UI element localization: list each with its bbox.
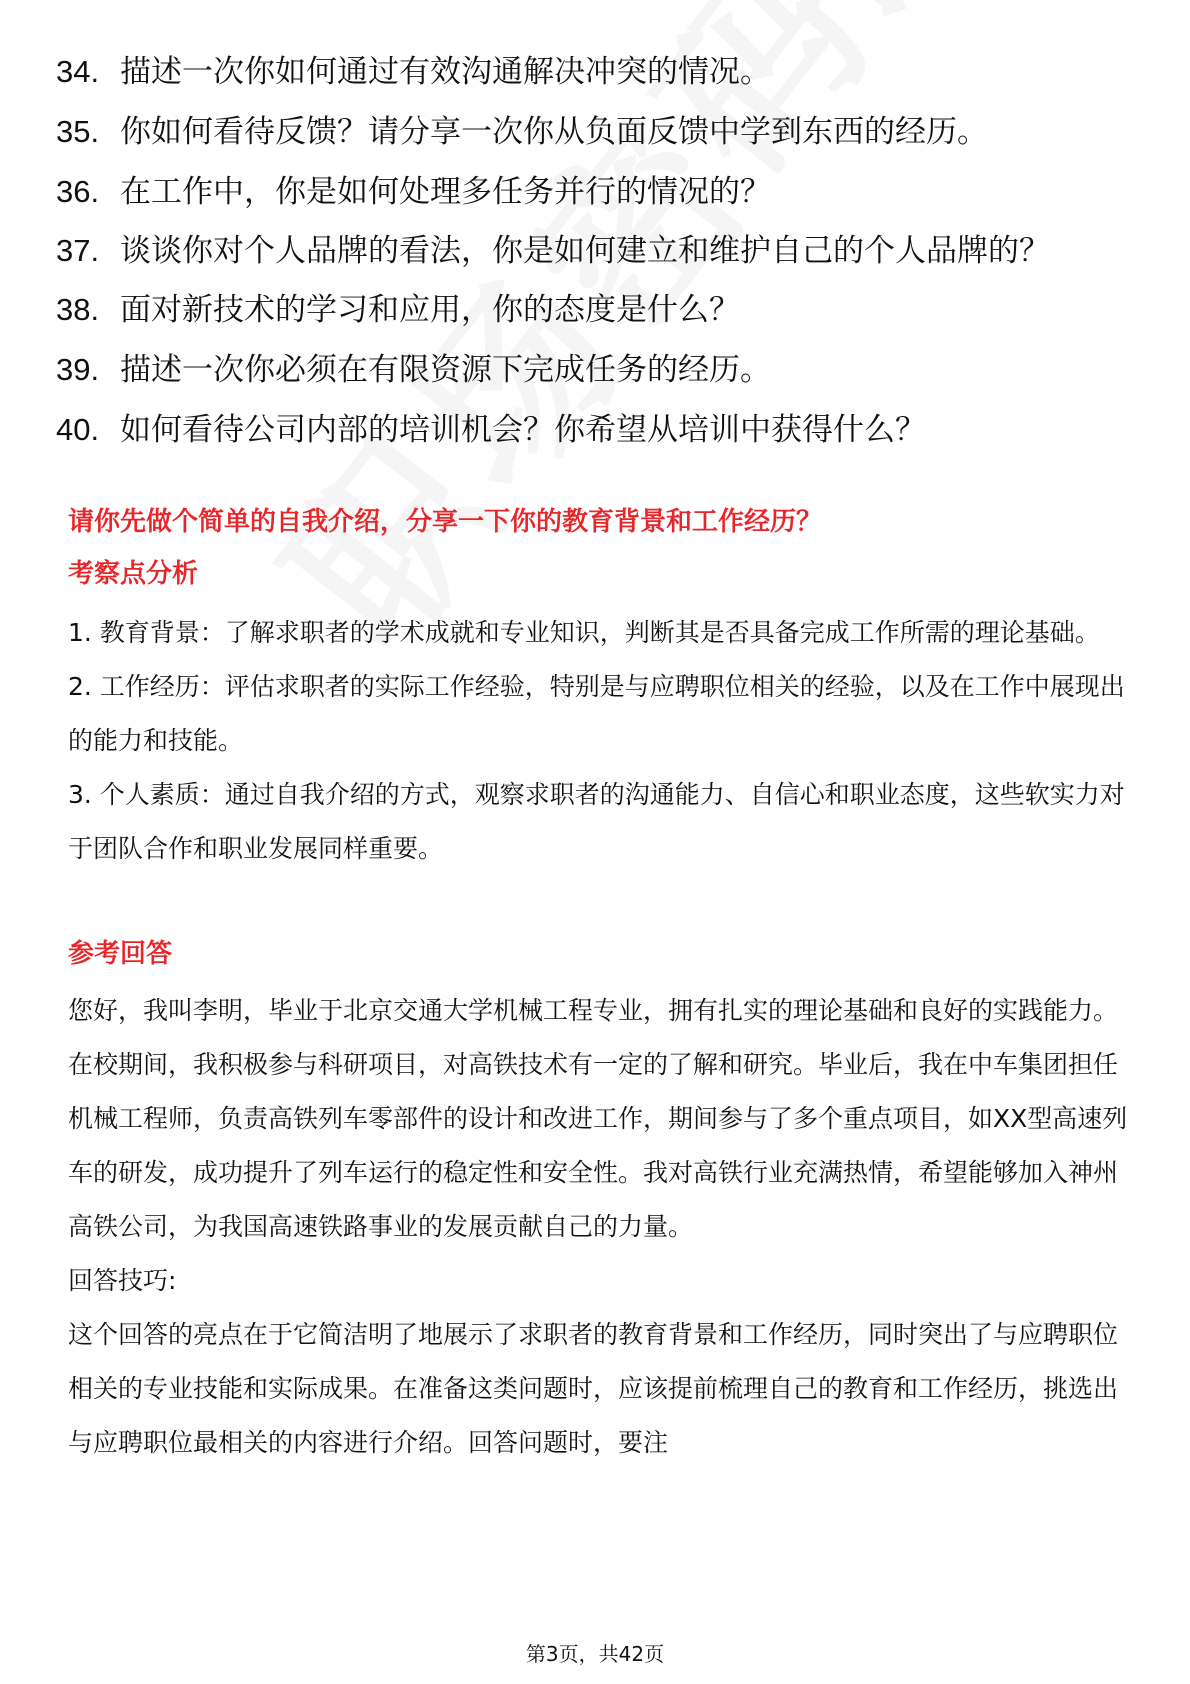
tips-label: 回答技巧: — [68, 1266, 177, 1295]
question-text: 描述一次你必须在有限资源下完成任务的经历。 — [120, 352, 771, 388]
question-text: 面对新技术的学习和应用，你的态度是什么？ — [120, 292, 740, 328]
analysis-section — [68, 556, 1128, 876]
question-number: 39. — [56, 352, 100, 387]
analysis-point: 1. 教育背景：了解求职者的学术成就和专业知识，判断其是否具备完成工作所需的理论基础。 — [68, 618, 1100, 647]
question-item — [56, 348, 1116, 392]
reference-heading: 参考回答 — [68, 939, 173, 969]
question-number: 38. — [56, 292, 100, 327]
reference-section — [68, 936, 1128, 1470]
question-item — [56, 408, 1116, 452]
main-question: 请你先做个简单的自我介绍，分享一下你的教育背景和工作经历？ — [68, 507, 823, 537]
question-item — [56, 288, 1116, 332]
reference-answer: 您好，我叫李明，毕业于北京交通大学机械工程专业，拥有扎实的理论基础和良好的实践能力。在校期间，我积极参与科研项目，对高铁技术有一定的了解和研究。毕业后，我在中车集团担任机械工程师，负责高铁列车零部件的设计和改进工作，期间参与了多个重点项目，如XX型高速列车的研发，成功提升了列车运行的稳定性和安全性。我对高铁行业充满热情，希望能够加入神州高铁公司，为我国高速铁路事业的发展贡献自己的力量。 — [68, 996, 1128, 1241]
question-number: 34. — [56, 54, 100, 89]
main-question-section — [68, 504, 1128, 540]
question-item — [56, 50, 1116, 94]
question-text: 你如何看待反馈？请分享一次你从负面反馈中学到东西的经历。 — [120, 114, 988, 150]
question-number: 40. — [56, 412, 100, 447]
question-item — [56, 170, 1116, 214]
question-list — [56, 50, 1116, 468]
question-number: 35. — [56, 114, 100, 149]
question-number: 37. — [56, 233, 100, 268]
question-text: 谈谈你对个人品牌的看法，你是如何建立和维护自己的个人品牌的？ — [120, 233, 1050, 269]
tips-text: 这个回答的亮点在于它简洁明了地展示了求职者的教育背景和工作经历，同时突出了与应聘职位相关的专业技能和实际成果。在准备这类问题时，应该提前梳理自己的教育和工作经历，挑选出与应聘职位最相关的内容进行介绍。回答问题时，要注 — [68, 1320, 1119, 1457]
analysis-point: 3. 个人素质：通过自我介绍的方式，观察求职者的沟通能力、自信心和职业态度，这些软实力对于团队合作和职业发展同样重要。 — [68, 780, 1125, 863]
question-text: 描述一次你如何通过有效沟通解决冲突的情况。 — [120, 54, 771, 90]
question-text: 如何看待公司内部的培训机会？你希望从培训中获得什么？ — [120, 412, 926, 448]
question-number: 36. — [56, 174, 100, 209]
question-item — [56, 110, 1116, 154]
question-item — [56, 230, 1116, 272]
analysis-heading: 考察点分析 — [68, 559, 199, 589]
page-footer: 第3页，共42页 — [525, 1642, 665, 1666]
question-text: 在工作中，你是如何处理多任务并行的情况的？ — [120, 174, 771, 210]
analysis-point: 2. 工作经历：评估求职者的实际工作经验，特别是与应聘职位相关的经验，以及在工作中展现出的能力和技能。 — [68, 672, 1125, 755]
